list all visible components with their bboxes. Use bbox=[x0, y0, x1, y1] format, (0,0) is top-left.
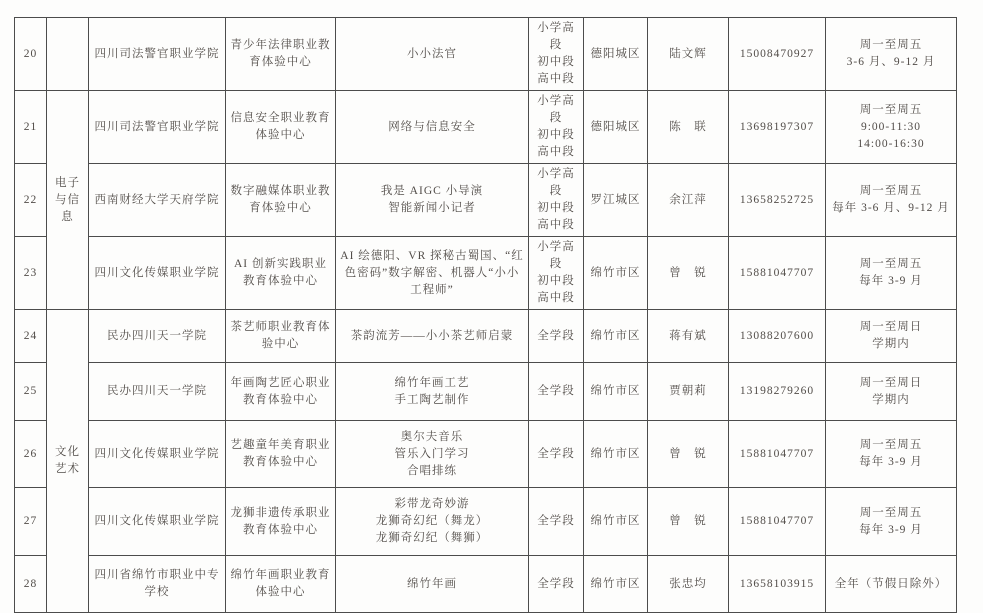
schedule-cell bbox=[826, 310, 957, 363]
category-cell bbox=[47, 310, 89, 613]
cell-line: 学期内 bbox=[872, 393, 910, 406]
cell-line: 息 bbox=[61, 210, 74, 223]
contact-person-cell: 贾朝莉 bbox=[648, 363, 729, 421]
school-cell: 四川文化传媒职业学院 bbox=[89, 488, 226, 556]
phone-cell: 13698197307 bbox=[729, 91, 826, 164]
cell-line: AI 绘德阳、VR 探秘古蜀国、“红色密码”数字解密、机器人“小小工程师” bbox=[340, 249, 524, 296]
contact-person-cell: 曾 锐 bbox=[648, 421, 729, 488]
schedule-cell bbox=[826, 556, 957, 613]
grade-level-cell bbox=[529, 488, 584, 556]
cell-line: 我是 AIGC 小导演 bbox=[380, 185, 484, 197]
schedule-cell bbox=[826, 421, 957, 488]
cell-line: 小学高段 bbox=[537, 241, 575, 270]
cell-line: 绵竹年画 bbox=[407, 577, 457, 590]
cell-line: 与信 bbox=[55, 193, 80, 206]
cell-line: 高中段 bbox=[537, 73, 575, 85]
phone-cell: 15881047707 bbox=[729, 488, 826, 556]
cell-line: 茶韵流芳——小小茶艺师启蒙 bbox=[350, 329, 514, 342]
cell-line: 全学段 bbox=[537, 329, 575, 342]
row-number-cell: 26 bbox=[15, 421, 47, 488]
project-cell bbox=[336, 18, 529, 91]
project-cell bbox=[336, 164, 529, 237]
region-cell: 德阳城区 bbox=[584, 91, 648, 164]
project-cell bbox=[336, 91, 529, 164]
project-cell bbox=[336, 556, 529, 613]
cell-line: 每年 3-9 月 bbox=[859, 275, 923, 287]
cell-line: 电子 bbox=[55, 176, 80, 189]
cell-line: 9:00-11:30 bbox=[860, 120, 922, 133]
cell-line: 3-6 月、9-12 月 bbox=[846, 56, 936, 68]
school-cell: 民办四川天一学院 bbox=[89, 363, 226, 421]
row-number-cell: 25 bbox=[15, 363, 47, 421]
row-number-cell: 22 bbox=[15, 164, 47, 237]
center-name-cell: 数字融媒体职业教育体验中心 bbox=[226, 164, 336, 237]
cell-line: 周一至周五 bbox=[859, 439, 923, 451]
grade-level-cell bbox=[529, 556, 584, 613]
contact-person-cell: 陆文辉 bbox=[648, 18, 729, 91]
cell-line: 全学段 bbox=[537, 515, 575, 527]
grade-level-cell bbox=[529, 237, 584, 310]
table-row bbox=[15, 237, 957, 310]
contact-person-cell: 曾 锐 bbox=[648, 237, 729, 310]
cell-line: 小学高段 bbox=[537, 168, 575, 197]
center-name-cell: 艺趣童年美育职业教育体验中心 bbox=[226, 421, 336, 488]
phone-cell: 13658103915 bbox=[729, 556, 826, 613]
school-cell: 四川文化传媒职业学院 bbox=[89, 421, 226, 488]
school-cell: 民办四川天一学院 bbox=[89, 310, 226, 363]
phone-cell: 13658252725 bbox=[729, 164, 826, 237]
cell-line: 高中段 bbox=[537, 146, 575, 158]
grade-level-cell bbox=[529, 421, 584, 488]
schedule-cell bbox=[826, 91, 957, 164]
table-row bbox=[15, 164, 957, 237]
phone-cell: 13198279260 bbox=[729, 363, 826, 421]
school-cell: 四川省绵竹市职业中专学校 bbox=[89, 556, 226, 613]
cell-line: 龙狮奇幻纪（舞狮） bbox=[375, 532, 489, 544]
cell-line: 14:00-16:30 bbox=[857, 137, 925, 150]
region-cell: 罗江城区 bbox=[584, 164, 648, 237]
cell-line: 初中段 bbox=[537, 202, 575, 214]
grade-level-cell bbox=[529, 18, 584, 91]
contact-person-cell: 张忠均 bbox=[648, 556, 729, 613]
table-row bbox=[15, 363, 957, 421]
cell-line: 全学段 bbox=[537, 385, 575, 397]
cell-line: 智能新闻小记者 bbox=[388, 202, 476, 214]
cell-line: 周一至周五 bbox=[859, 258, 923, 270]
cell-line: 初中段 bbox=[537, 129, 575, 141]
cell-line: 周一至周五 bbox=[859, 39, 923, 51]
cell-line: 全学段 bbox=[537, 447, 575, 460]
table-row bbox=[15, 556, 957, 613]
schedule-cell bbox=[826, 164, 957, 237]
phone-cell: 15881047707 bbox=[729, 421, 826, 488]
row-number-cell: 21 bbox=[15, 91, 47, 164]
cell-line: 周一至周五 bbox=[859, 185, 923, 197]
row-number-cell: 23 bbox=[15, 237, 47, 310]
cell-line: 绵竹年画工艺 bbox=[394, 376, 470, 389]
region-cell: 绵竹市区 bbox=[584, 488, 648, 556]
cell-line: 周一至周日 bbox=[859, 376, 923, 389]
cell-line: 彩带龙奇妙游 bbox=[394, 498, 470, 510]
grade-level-cell bbox=[529, 164, 584, 237]
phone-cell: 15881047707 bbox=[729, 237, 826, 310]
cell-line: 周一至周五 bbox=[859, 506, 923, 519]
schedule-cell bbox=[826, 363, 957, 421]
cell-line: 每年 3-9 月 bbox=[859, 456, 923, 468]
project-cell bbox=[336, 237, 529, 310]
center-name-cell: 青少年法律职业教育体验中心 bbox=[226, 18, 336, 91]
table-row bbox=[15, 488, 957, 556]
cell-line: 初中段 bbox=[537, 275, 575, 287]
region-cell: 绵竹市区 bbox=[584, 237, 648, 310]
category-cell bbox=[47, 91, 89, 310]
cell-line: 每年 3-6 月、9-12 月 bbox=[832, 202, 950, 214]
project-cell bbox=[336, 363, 529, 421]
region-cell: 绵竹市区 bbox=[584, 556, 648, 613]
cell-line: 高中段 bbox=[537, 292, 575, 304]
project-cell bbox=[336, 421, 529, 488]
row-number-cell: 28 bbox=[15, 556, 47, 613]
project-cell bbox=[336, 310, 529, 363]
cell-line: 文化 bbox=[55, 446, 80, 458]
center-name-cell: AI 创新实践职业教育体验中心 bbox=[226, 237, 336, 310]
school-cell: 四川司法警官职业学院 bbox=[89, 91, 226, 164]
cell-line: 初中段 bbox=[537, 56, 575, 68]
contact-person-cell: 陈 联 bbox=[648, 91, 729, 164]
schedule-cell bbox=[826, 488, 957, 556]
cell-line: 高中段 bbox=[537, 219, 575, 231]
school-cell: 西南财经大学天府学院 bbox=[89, 164, 226, 237]
table-row bbox=[15, 421, 957, 488]
contact-person-cell: 余江萍 bbox=[648, 164, 729, 237]
project-cell bbox=[336, 488, 529, 556]
school-cell: 四川司法警官职业学院 bbox=[89, 18, 226, 91]
table-row bbox=[15, 91, 957, 164]
schedule-cell bbox=[826, 237, 957, 310]
grade-level-cell bbox=[529, 91, 584, 164]
row-number-cell: 20 bbox=[15, 18, 47, 91]
contact-person-cell: 蒋有斌 bbox=[648, 310, 729, 363]
education-centers-table bbox=[14, 17, 957, 613]
cell-line: 艺术 bbox=[55, 463, 80, 475]
phone-cell: 13088207600 bbox=[729, 310, 826, 363]
table-body bbox=[15, 18, 957, 613]
school-cell: 四川文化传媒职业学院 bbox=[89, 237, 226, 310]
cell-line: 周一至周日 bbox=[859, 321, 923, 333]
cell-line: 学期内 bbox=[872, 338, 910, 350]
contact-person-cell: 曾 锐 bbox=[648, 488, 729, 556]
row-number-cell: 24 bbox=[15, 310, 47, 363]
schedule-cell bbox=[826, 18, 957, 91]
category-cell bbox=[47, 18, 89, 91]
table-row bbox=[15, 310, 957, 363]
cell-line: 全学段 bbox=[537, 577, 575, 590]
grade-level-cell bbox=[529, 363, 584, 421]
center-name-cell: 信息安全职业教育体验中心 bbox=[226, 91, 336, 164]
cell-line: 网络与信息安全 bbox=[388, 120, 476, 133]
phone-cell: 15008470927 bbox=[729, 18, 826, 91]
center-name-cell: 龙狮非遗传承职业教育体验中心 bbox=[226, 488, 336, 556]
region-cell: 德阳城区 bbox=[584, 18, 648, 91]
cell-line: 小学高段 bbox=[537, 95, 575, 124]
center-name-cell: 绵竹年画职业教育体验中心 bbox=[226, 556, 336, 613]
center-name-cell: 年画陶艺匠心职业教育体验中心 bbox=[226, 363, 336, 421]
cell-line: 小小法官 bbox=[407, 47, 457, 60]
region-cell: 绵竹市区 bbox=[584, 363, 648, 421]
row-number-cell: 27 bbox=[15, 488, 47, 556]
cell-line: 手工陶艺制作 bbox=[394, 393, 470, 406]
region-cell: 绵竹市区 bbox=[584, 421, 648, 488]
cell-line: 周一至周五 bbox=[859, 103, 923, 116]
cell-line: 每年 3-9 月 bbox=[859, 523, 923, 536]
cell-line: 合唱排练 bbox=[407, 464, 457, 477]
table-row bbox=[15, 18, 957, 91]
cell-line: 龙狮奇幻纪（舞龙） bbox=[375, 515, 489, 527]
region-cell: 绵竹市区 bbox=[584, 310, 648, 363]
cell-line: 管乐入门学习 bbox=[394, 447, 470, 460]
center-name-cell: 茶艺师职业教育体验中心 bbox=[226, 310, 336, 363]
cell-line: 小学高段 bbox=[537, 22, 575, 51]
cell-line: 全年（节假日除外） bbox=[834, 577, 948, 590]
grade-level-cell bbox=[529, 310, 584, 363]
cell-line: 奥尔夫音乐 bbox=[400, 430, 464, 443]
